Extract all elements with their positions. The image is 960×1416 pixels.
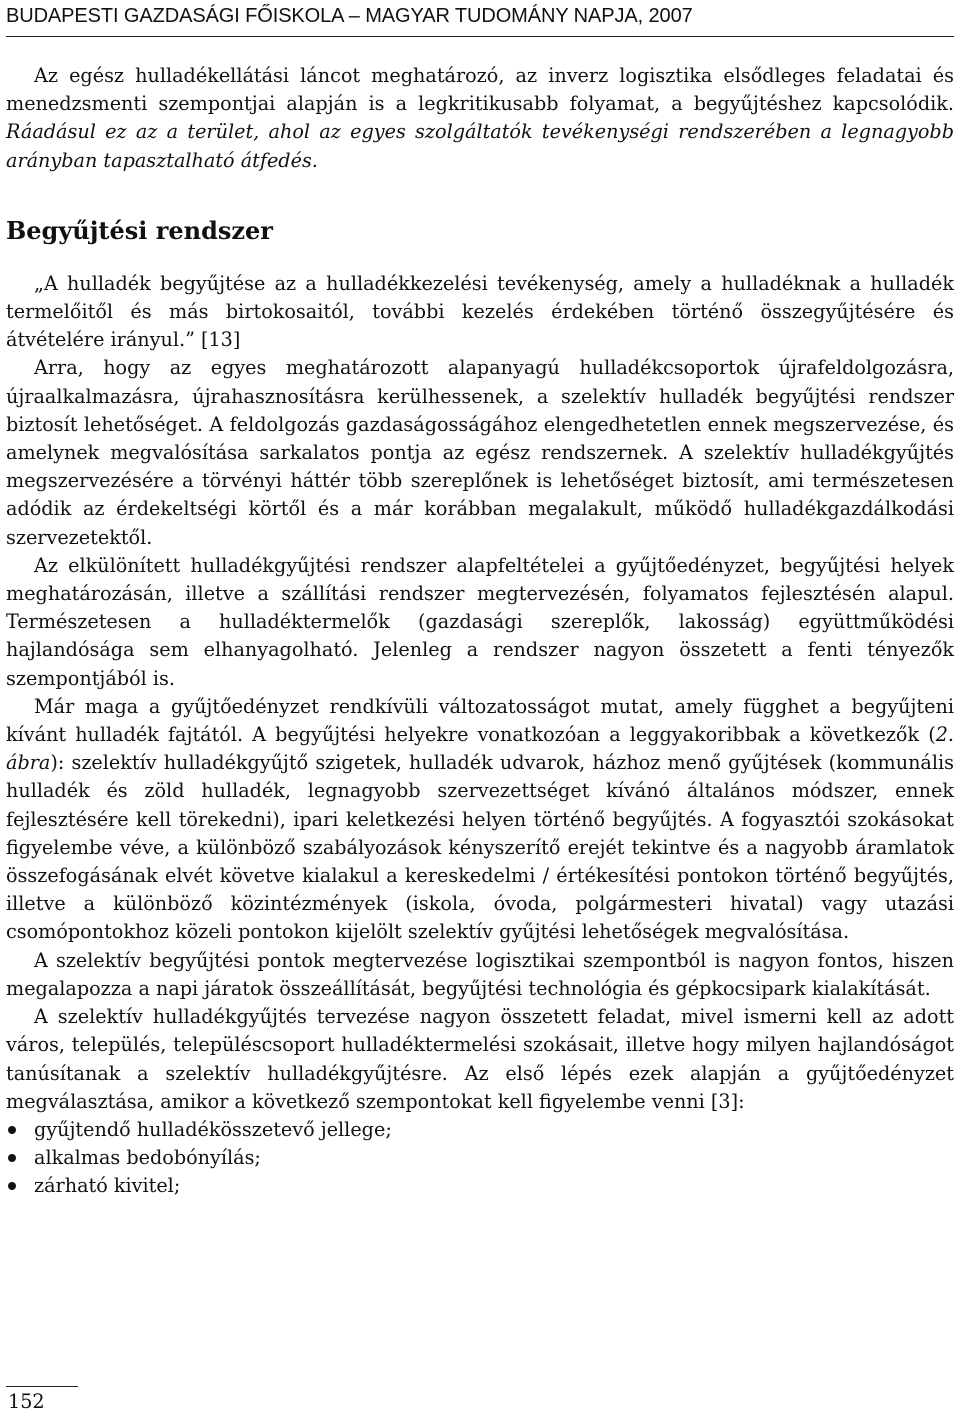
list-item-text: gyűjtendő hulladékösszetevő jellege; (34, 1117, 392, 1141)
criteria-list (6, 1116, 954, 1201)
list-item-text: zárható kivitel; (34, 1174, 181, 1198)
paragraph-selective-system: Arra, hogy az egyes meghatározott alapanyagú hulladékcsoportok újrafeldolgozásra, újraalkalmazásra, újrahasznosításra kerülhessenek, a szelektív hulladék begyűjtési rendszer biztosít lehetőséget. A feldolgozás gazdaságosságához elengedhetetlen ennek megszervezése, és amelynek megvalósítása sarkalatos pontja az egész rendszernek. A szelektív hulladékgyűjtés megszervezésére a törvényi háttér több szereplőnek is lehetőséget biztosít, ami természetesen adódik az érdekeltségi körtől és a már korábban megalakult, működő hulladékgazdálkodási szervezetektől. (6, 356, 954, 549)
paragraph-collection-points (6, 693, 954, 947)
header-divider (6, 36, 954, 37)
paragraph-definition: „A hulladék begyűjtése az a hulladékkezelési tevékenység, amely a hulladéknak a hulladék termelőitől és más birtokosaitól, további kezelés érdekében történő összegyűjtésére és átvételére irányul.” [13] (6, 271, 954, 352)
paragraph-planning: A szelektív hulladékgyűjtés tervezése nagyon összetett feladat, mivel ismerni kell az adott város, település, településcsoport hulladéktermelési szokásait, illetve hogy milyen hajlandóságot tanúsítanak a szelektív hulladékgyűjtésre. Az első lépés ezek alapján a gyűjtőedényzet megválasztása, amikor a következő szempontokat kell figyelembe venni [3]: (6, 1005, 954, 1113)
list-item-text: alkalmas bedobónyílás; (34, 1146, 261, 1170)
running-header: BUDAPESTI GAZDASÁGI FŐISKOLA – MAGYAR TUDOMÁNY NAPJA, 2007 (6, 5, 693, 27)
list-item (6, 1172, 954, 1200)
paragraph-basic-conditions: Az elkülönített hulladékgyűjtési rendszer alapfeltételei a gyűjtőedényzet, begyűjtési helyek meghatározásán, illetve a szállítási rendszer megtervezésén, folyamatos fejlesztésén alapul. Természetesen a hulladéktermelők (gazdasági szereplők, lakosság) együttműködési hajlandósága sem elhanyagolható. Jelenleg a rendszer nagyon összetett a fenti tényezők szempontjából is. (6, 553, 954, 690)
page-number: 152 (8, 1390, 45, 1413)
body-text (6, 62, 954, 1201)
bullet-icon (8, 1182, 16, 1190)
bullet-icon (8, 1126, 16, 1134)
intro-paragraph (6, 62, 954, 175)
list-item (6, 1116, 954, 1144)
section-heading: Begyűjtési rendszer (6, 215, 273, 245)
paragraph-collection-points-text-a: Már maga a gyűjtőedényzet rendkívüli változatosságot mutat, amely függhet a begyűjteni kívánt hulladék fajtától. A begyűjtési helyekre vonatkozóan a leggyakoribbak a következők ( (6, 694, 954, 747)
intro-sentence: Az egész hulladékellátási láncot meghatározó, az inverz logisztika elsődleges feladatai és menedzsmenti szempontjai alapján is a legkritikusabb folyamat, a begyűjtéshez kapcsolódik. (6, 64, 954, 116)
paragraph-collection-points-text-b: ): szelektív hulladékgyűjtő szigetek, hulladék udvarok, házhoz menő gyűjtések (kommunális hulladék és zöld hulladék, legnagyobb szervezettséget kívánó általános módszer, ennek fejlesztésére kell törekedni), ipari keletkezési helyen történő begyűjtés. A fogyasztói szokásokat figyelembe véve, a különböző szabályozások kényszerítő erejét tekintve és a nagyobb áramlatok összefogásának elvét követve kialakul a kereskedelmi / értékesítési pontokon történő begyűjtés, illetve a különböző közintézmények (iskola, óvoda, polgármesteri hivatal) vagy utazási csomópontokhoz közeli pontokon kijelölt szelektív gyűjtési lehetőségek megvalósítása. (6, 751, 954, 944)
footer-divider (6, 1386, 78, 1387)
paragraph-logistics: A szelektív begyűjtési pontok megtervezése logisztikai szempontból is nagyon fontos, hiszen megalapozza a napi járatok összeállítását, begyűjtési technológia és gépkocsipark kialakítását. (6, 948, 954, 1000)
figure-reference-link[interactable]: 2. ábra (6, 723, 954, 775)
bullet-icon (8, 1154, 16, 1162)
list-item (6, 1144, 954, 1172)
intro-italic-sentence: Ráadásul ez az a terület, ahol az egyes szolgáltatók tevékenységi rendszerében a legnagyobb arányban tapasztalható átfedés. (6, 120, 954, 172)
